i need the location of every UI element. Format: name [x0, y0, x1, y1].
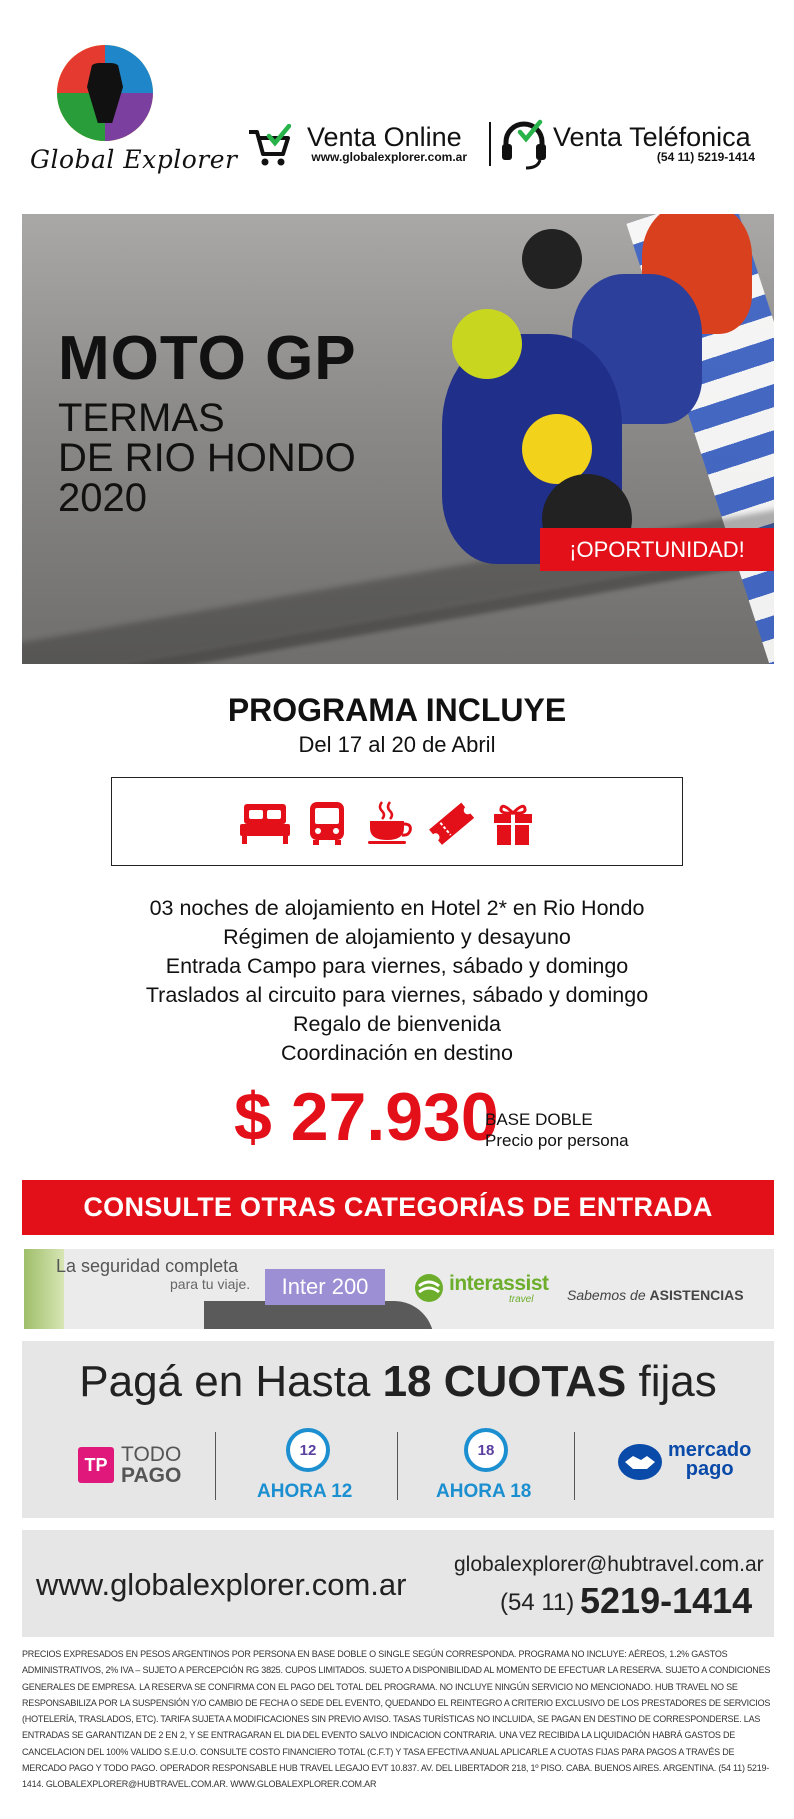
list-item: 03 noches de alojamiento en Hotel 2* en Rio Hondo	[149, 896, 645, 920]
venta-online-url[interactable]: www.globalexplorer.com.ar	[311, 150, 467, 164]
mercadopago-bottom: pago	[685, 1458, 734, 1480]
cuotas-post: fijas	[638, 1357, 717, 1406]
cuotas-bold: 18 CUOTAS	[382, 1357, 627, 1406]
hero-title: MOTO GP	[58, 324, 357, 393]
features-list	[0, 894, 794, 1068]
divider	[574, 1432, 575, 1500]
insurance-slogan-bold: ASISTENCIAS	[649, 1287, 744, 1303]
insurance-headline: La seguridad completa	[56, 1256, 239, 1276]
bed-icon	[240, 800, 290, 846]
mercadopago-top: mercado	[668, 1439, 752, 1461]
todopago-top: TODO	[121, 1443, 182, 1466]
hero-subtitle-line: DE RIO HONDO	[58, 436, 356, 480]
list-item: Régimen de alojamiento y desayuno	[223, 925, 571, 949]
logo-wordmark: Global Explorer	[30, 145, 238, 174]
program-title: PROGRAMA INCLUYE	[227, 692, 567, 728]
interassist-logo	[413, 1270, 553, 1306]
list-item: Regalo de bienvenida	[293, 1012, 501, 1036]
insurance-slogan-pre: Sabemos de	[567, 1287, 646, 1303]
venta-telefonica-title: Venta Teléfonica	[553, 122, 751, 152]
cuotas-title	[22, 1357, 774, 1407]
email-link[interactable]: globalexplorer@hubtravel.com.ar	[454, 1553, 764, 1576]
consulte-categorias-button[interactable]: CONSULTE OTRAS CATEGORÍAS DE ENTRADA	[22, 1180, 774, 1235]
todopago-bottom: PAGO	[121, 1464, 182, 1487]
bus-icon	[302, 800, 352, 846]
hero-subtitle-line: 2020	[58, 476, 147, 520]
divider	[397, 1432, 398, 1500]
mercadopago-logo	[668, 1441, 751, 1479]
legal-disclaimer: PRECIOS EXPRESADOS EN PESOS ARGENTINOS POR PERSONA EN BASE DOBLE O SINGLE SEGÚN CORRESPONDA. PROGRAMA NO INCLUYE: AÉREOS, 1.2% GASTOS ADMINISTRATIVOS, 2% IVA – SUJETO A PERCEPCIÓN RG 3825. CUPOS LIMITADOS. SUJETO A DISPONIBILIDAD AL MOMENTO DE EFECTUAR LA RESERVA. SUJETO A CONDICIONES GENERALES DE EMPRESA. LA RESERVA SE CONFIRMA CON EL PAGO DEL TOTAL DEL PROGRAMA. NO INCLUYE NINGÚN SERVICIO NO MENCIONADO. HUB TRAVEL NO SE RESPONSABILIZA POR LA SUSPENSIÓN Y/O CAMBIO DE FECHA O SEDE DEL EVENTO, QUEDANDO EL REINTEGRO A CRITERIO EXCLUSIVO DE LOS PRESTADORES DE SERVICIOS (HOTELERÍA, TRASLADOS, ETC). TARIFA SUJETA A MODIFICACIONES SIN PREVIO AVISO. TASAS TURÍSTICAS NO INCLUIDA, SE PAGAN EN DESTINO DE CORRESPONDERSE. LAS ENTRADAS SE GARANTIZAN DE 2 EN 2, Y SE ENTRAGARAN EL DIA DEL EVENTO SALVO INDICACION CONTRARIA. UNA VEZ RECIBIDA LA LIQUIDACIÓN HABRÁ GASTOS DE CANCELACION DEL 100% VALIDO S.E.U.O. CONSULTE COSTO FINANCIERO TOTAL (C.F.T) Y TASA EFECTIVA ANUAL APLICARLE A CUOTAS FIJAS PARA PAGOS A TRAVÉS DE MERCADO PAGO Y TODO PAGO. OPERADOR RESPONSABLE HUB TRAVEL LEGAJO EVT 10.837. AV. DEL LIBERTADOR 218, 1º PISO. CABA. BUENOS AIRES. ARGENTINA. (54 11) 5219-1414. GLOBALEXPLORER@HUBTRAVEL.COM.AR. WWW.GLOBALEXPLORER.COM.AR	[22, 1649, 771, 1790]
oportunidad-badge: ¡OPORTUNIDAD!	[540, 528, 774, 571]
handshake-icon	[617, 1442, 663, 1482]
price-per-person: Precio por persona	[485, 1131, 629, 1150]
ahora18-label: AHORA 18	[436, 1481, 532, 1502]
ticket-icon	[426, 800, 476, 846]
ahora18-icon	[464, 1428, 508, 1472]
venta-online-title: Venta Online	[307, 122, 462, 152]
coffee-icon	[364, 800, 414, 846]
price-amount: $ 27.930	[234, 1079, 499, 1155]
venta-telefonica-number[interactable]: (54 11) 5219-1414	[656, 150, 755, 164]
ahora12-label: AHORA 12	[257, 1481, 353, 1502]
list-item: Entrada Campo para viernes, sábado y domingo	[165, 954, 629, 978]
insurance-plan-badge: Inter 200	[265, 1269, 385, 1305]
todopago-logo	[121, 1444, 181, 1486]
headset-icon	[500, 118, 548, 170]
todopago-icon: TP	[78, 1447, 114, 1483]
phone-number[interactable]: 5219-1414	[580, 1580, 753, 1621]
interassist-name: interassist	[449, 1272, 549, 1295]
services-icon-box	[111, 777, 683, 866]
hero-subtitle-line: TERMAS	[58, 396, 225, 440]
phone-prefix: (54 11)	[500, 1589, 575, 1616]
list-item: Coordinación en destino	[281, 1041, 513, 1065]
insurance-subline: para tu viaje.	[170, 1276, 251, 1292]
website-link[interactable]: www.globalexplorer.com.ar	[36, 1567, 407, 1602]
interassist-icon	[413, 1272, 445, 1304]
insurance-slogan	[567, 1287, 744, 1303]
ahora12-number: 12	[299, 1441, 317, 1459]
price-base: BASE DOBLE	[485, 1110, 593, 1129]
interassist-sub: travel	[509, 1294, 534, 1305]
header-divider	[489, 122, 491, 166]
cart-icon	[247, 124, 291, 168]
ahora18-number: 18	[477, 1441, 495, 1459]
logo-mark	[57, 45, 153, 141]
program-dates: Del 17 al 20 de Abril	[298, 732, 496, 757]
cuotas-pre: Pagá en Hasta	[79, 1357, 371, 1406]
hero-subtitle	[58, 398, 356, 518]
list-item: Traslados al circuito para viernes, sábado y domingo	[145, 983, 649, 1007]
gift-icon	[488, 800, 538, 846]
ahora12-icon	[286, 1428, 330, 1472]
divider	[215, 1432, 216, 1500]
